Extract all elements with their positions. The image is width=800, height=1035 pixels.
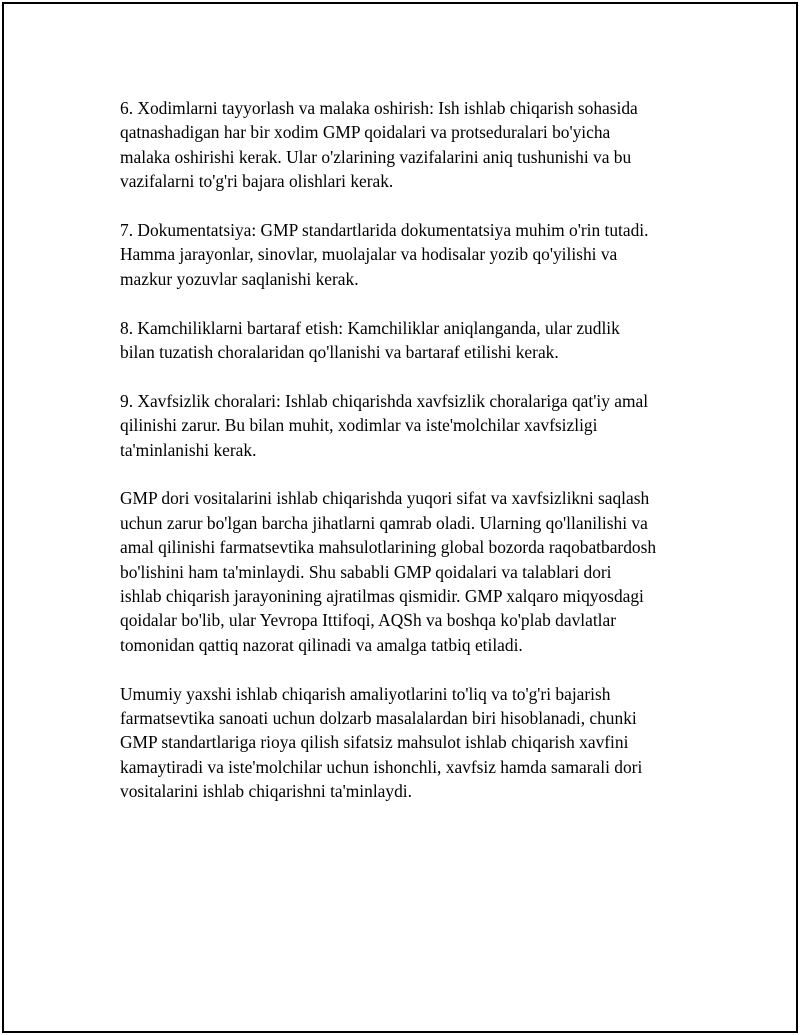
paragraph-deficiencies: 8. Kamchiliklarni bartaraf etish: Kamchiliklar aniqlanganda, ular zudlik bilan tuzatish choralaridan qo'llanishi va bartaraf etilishi kerak. (120, 317, 620, 363)
paragraph-gmp-summary: GMP dori vositalarini ishlab chiqarishda yuqori sifat va xavfsizlikni saqlash uchun zarur bo'lgan barcha jihatlarni qamrab oladi. Ularning qo'llanilishi va amal qilinishi farmatsevtika mahsulotlarining global bozorda raqobatbardosh bo'lishini ham ta'minlaydi. Shu sababli GMP qoidalari va talablari dori ishlab chiqarish jarayonining ajratilmas qismidir. GMP xalqaro miqyosdagi qoidalar bo'lib, ular Yevropa Ittifoqi, AQSh va boshqa ko'plab davlatlar tomonidan qattiq nazorat qilinadi va amalga tatbiq etiladi. (120, 488, 657, 655)
paragraph-safety: 9. Xavfsizlik choralari: Ishlab chiqarishda xavfsizlik choralariga qat'iy amal qilinishi zarur. Bu bilan muhit, xodimlar va iste'molchilar xavfsizligi ta'minlanishi kerak. (120, 390, 649, 460)
page-frame (2, 2, 798, 1033)
paragraph-documentation: 7. Dokumentatsiya: GMP standartlarida dokumentatsiya muhim o'rin tutadi. Hamma jarayonlar, sinovlar, muolajalar va hodisalar yozib qo'yilishi va mazkur yozuvlar saqlanishi kerak. (120, 220, 649, 289)
document-body (120, 96, 720, 828)
paragraph-conclusion: Umumiy yaxshi ishlab chiqarish amaliyotlarini to'liq va to'g'ri bajarish farmatsevtika sanoati uchun dolzarb masalalardan biri hisoblanadi, chunki GMP standartlariga rioya qilish sifatsiz mahsulot ishlab chiqarish xavfini kamaytiradi va iste'molchilar uchun ishonchli, xavfsiz hamda samarali dori vositalarini ishlab chiqarishni ta'minlaydi. (120, 683, 643, 802)
paragraph-training: 6. Xodimlarni tayyorlash va malaka oshirish: Ish ishlab chiqarish sohasida qatnashadigan har bir xodim GMP qoidalari va protseduralari bo'yicha malaka oshirishi kerak. Ular o'zlarining vazifalarini aniq tushunishi va bu vazifalarni to'g'ri bajara olishlari kerak. (120, 98, 638, 192)
